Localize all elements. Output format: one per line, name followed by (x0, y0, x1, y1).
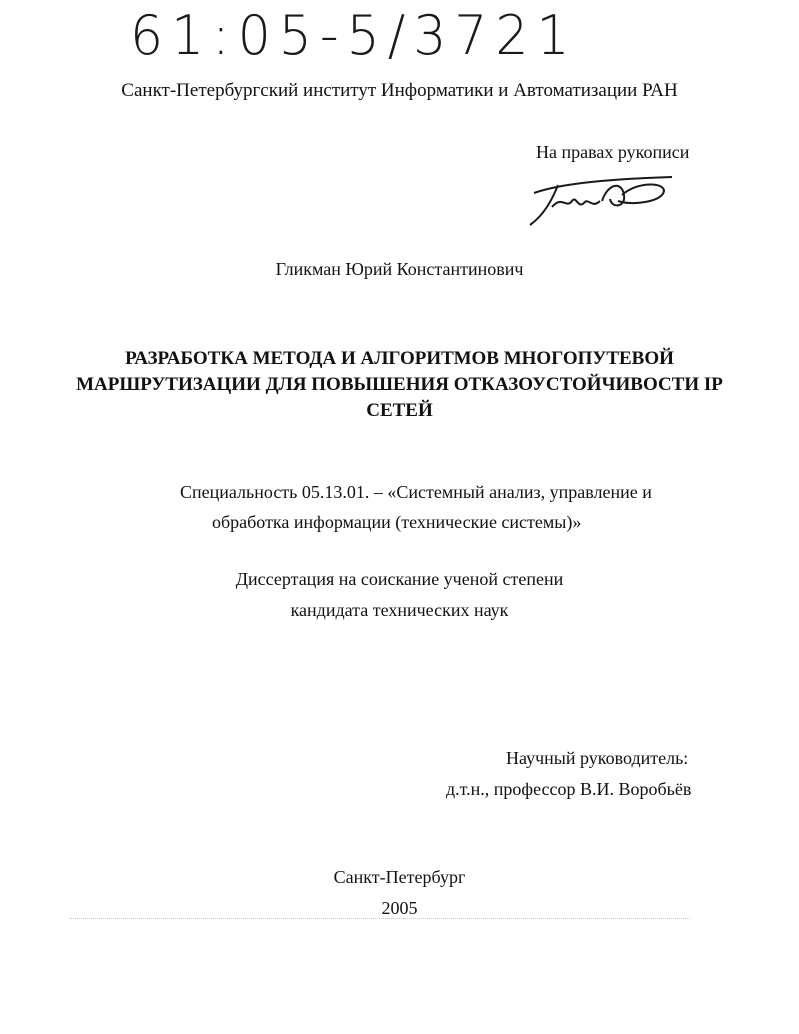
dissertation-degree-line: кандидата технических наук (290, 600, 509, 620)
author-name: Гликман Юрий Константинович (275, 259, 524, 279)
supervisor-label: Научный руководитель: (506, 748, 689, 768)
specialty-line: Специальность 05.13.01. – «Системный анализ, управление и (180, 482, 652, 502)
institute-name: Санкт-Петербургский институт Информатики и Автоматизации РАН (121, 80, 678, 101)
signature-image (522, 165, 682, 235)
title-line: МАРШРУТИЗАЦИИ ДЛЯ ПОВЫШЕНИЯ ОТКАЗОУСТОЙЧИВОСТИ IP (76, 374, 723, 395)
supervisor-name: д.т.н., профессор В.И. Воробьёв (446, 779, 692, 799)
year: 2005 (381, 898, 418, 918)
title-line: СЕТЕЙ (366, 400, 433, 421)
dissertation-degree-line: Диссертация на соискание ученой степени (235, 569, 564, 589)
title-line: РАЗРАБОТКА МЕТОДА И АЛГОРИТМОВ МНОГОПУТЕВОЙ (125, 348, 674, 369)
dissertation-title (0, 346, 799, 424)
archive-number: 61:05-5/3721 (130, 4, 578, 68)
specialty-line: обработка информации (технические системы)» (212, 512, 582, 532)
manuscript-note: На правах рукописи (536, 142, 690, 162)
scan-noise-line (70, 918, 690, 920)
city: Санкт-Петербург (333, 867, 466, 887)
